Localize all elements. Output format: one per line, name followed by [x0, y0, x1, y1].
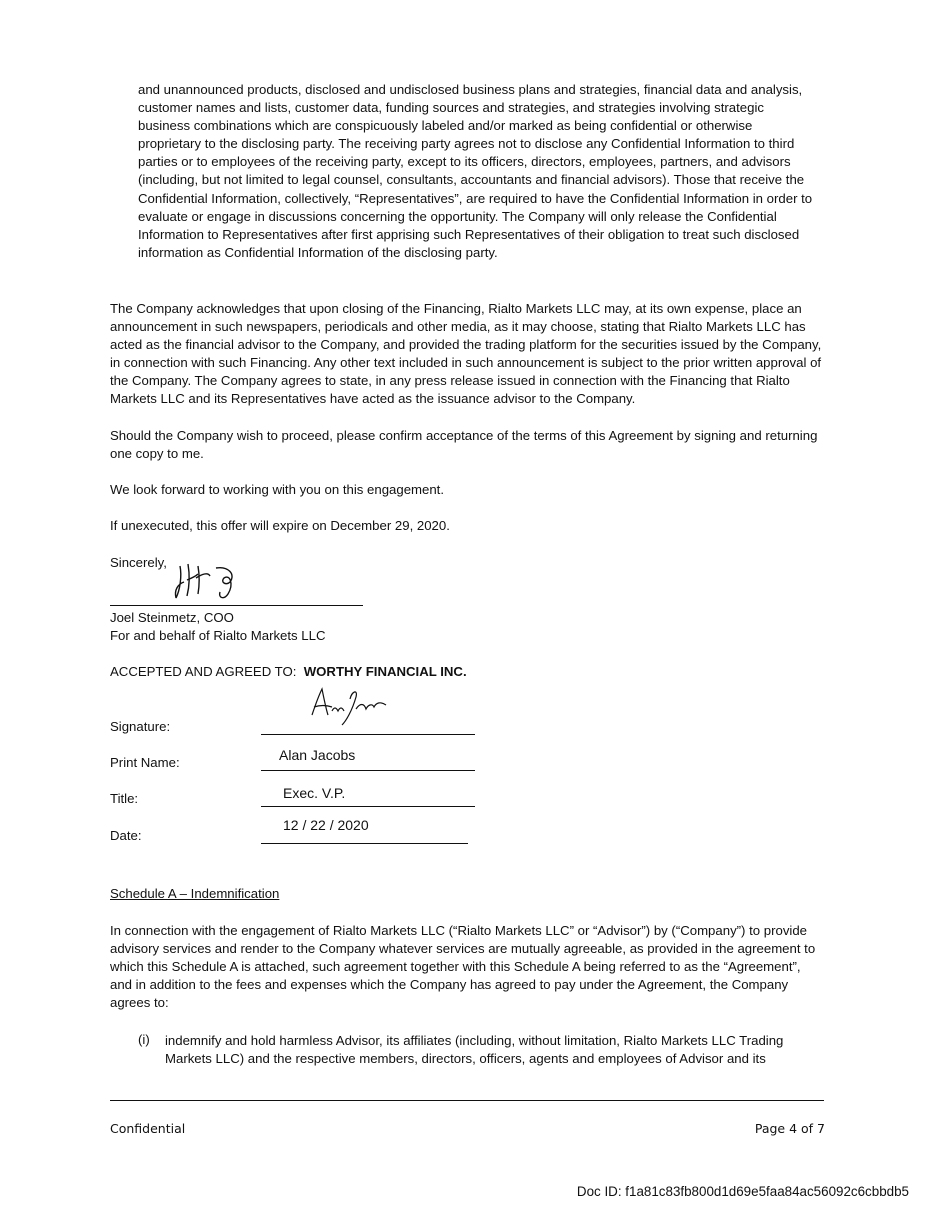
sender-on-behalf: For and behalf of Rialto Markets LLC — [110, 628, 326, 643]
footer-page-number: Page 4 of 7 — [754, 1121, 825, 1136]
signature-label: Signature: — [110, 719, 171, 734]
date-line — [261, 843, 468, 844]
signature-line — [261, 734, 475, 735]
footer-confidential: Confidential — [110, 1121, 186, 1136]
announcement-paragraph: The Company acknowledges that upon closing of the Financing, Rialto Markets LLC may, at its own expense, place an announcement in such newspapers, periodicals and other media, as it may choose, stating that Rialto Markets LLC has acted as the financial advisor to the Company, and provided the trading platform for the securities issued by the Company, in connection with such Financing. Any other text included in such announcement is subject to the prior written approval of the Company. The Company agrees to state, in any press release issued in connection with the Financing that Rialto Markets LLC and its Representatives have acted as the issuance advisor to the Company. — [110, 301, 822, 407]
footer-divider — [110, 1100, 824, 1101]
schedule-item-text: indemnify and hold harmless Advisor, its affiliates (including, without limitation, Rialto Markets LLC Trading Markets LLC) and the respective members, directors, officers, agents and employees of Advisor and its — [165, 1033, 784, 1067]
look-forward-paragraph: We look forward to working with you on this engagement. — [110, 482, 445, 497]
title-value: Exec. V.P. — [283, 785, 346, 801]
confidential-info-paragraph: and unannounced products, disclosed and undisclosed business plans and strategies, financial data and analysis, customer names and lists, customer data, funding sources and strategies, and strategies involving strategic business combinations which are conspicuously labeled and/or marked as being confidential or otherwise proprietary to the disclosing party. The receiving party agrees not to disclose any Confidential Information to third parties or to employees of the receiving party, except to its officers, directors, employees, partners, and advisors (including, but not limited to legal counsel, consultants, accountants and financial advisors). Those that receive the Confidential Information, collectively, “Representatives”, are required to have the Confidential Information in order to evaluate or engage in discussions concerning the opportunity. The Company will only release the Confidential Information to Representatives after first apprising such Representatives of their obligation to treat such disclosed information as Confidential Information of the disclosing party. — [138, 82, 813, 260]
print-name-label: Print Name: — [110, 755, 180, 770]
doc-id: Doc ID: f1a81c83fb800d1d69e5faa84ac56092c6cbbdb5 — [576, 1184, 909, 1199]
acceptance-heading-label: ACCEPTED AND AGREED TO: — [110, 664, 297, 679]
date-label: Date: — [110, 828, 142, 843]
schedule-heading-text: Schedule A – Indemnification — [110, 886, 280, 901]
sender-signature-line — [110, 605, 363, 606]
sender-name-title: Joel Steinmetz, COO — [110, 610, 234, 625]
proceed-paragraph: Should the Company wish to proceed, please confirm acceptance of the terms of this Agreement by signing and returning one copy to me. — [110, 428, 818, 462]
acceptance-company-name: WORTHY FINANCIAL INC. — [303, 664, 467, 679]
offer-expiry-paragraph: If unexecuted, this offer will expire on December 29, 2020. — [110, 518, 450, 533]
closing-salutation: Sincerely, — [110, 555, 167, 570]
schedule-item-marker: (i) — [138, 1032, 150, 1047]
title-label: Title: — [110, 791, 139, 806]
acceptance-heading — [110, 664, 467, 679]
signer-signature — [306, 685, 394, 729]
print-name-value: Alan Jacobs — [279, 747, 356, 763]
print-name-line — [261, 770, 475, 771]
sender-signature — [172, 560, 242, 604]
schedule-heading — [110, 886, 279, 901]
schedule-intro-paragraph: In connection with the engagement of Rialto Markets LLC (“Rialto Markets LLC” or “Advisor”) by (“Company”) to provide advisory services and render to the Company whatever services are mutually agreeable, as provided in the agreement to which this Schedule A is attached, such agreement together with this Schedule A being referred to as the “Agreement”, and in addition to the fees and expenses which the Company has agreed to pay under the Agreement, the Company agrees to: — [110, 923, 816, 1011]
date-value: 12 / 22 / 2020 — [283, 817, 369, 833]
title-line — [261, 806, 475, 807]
